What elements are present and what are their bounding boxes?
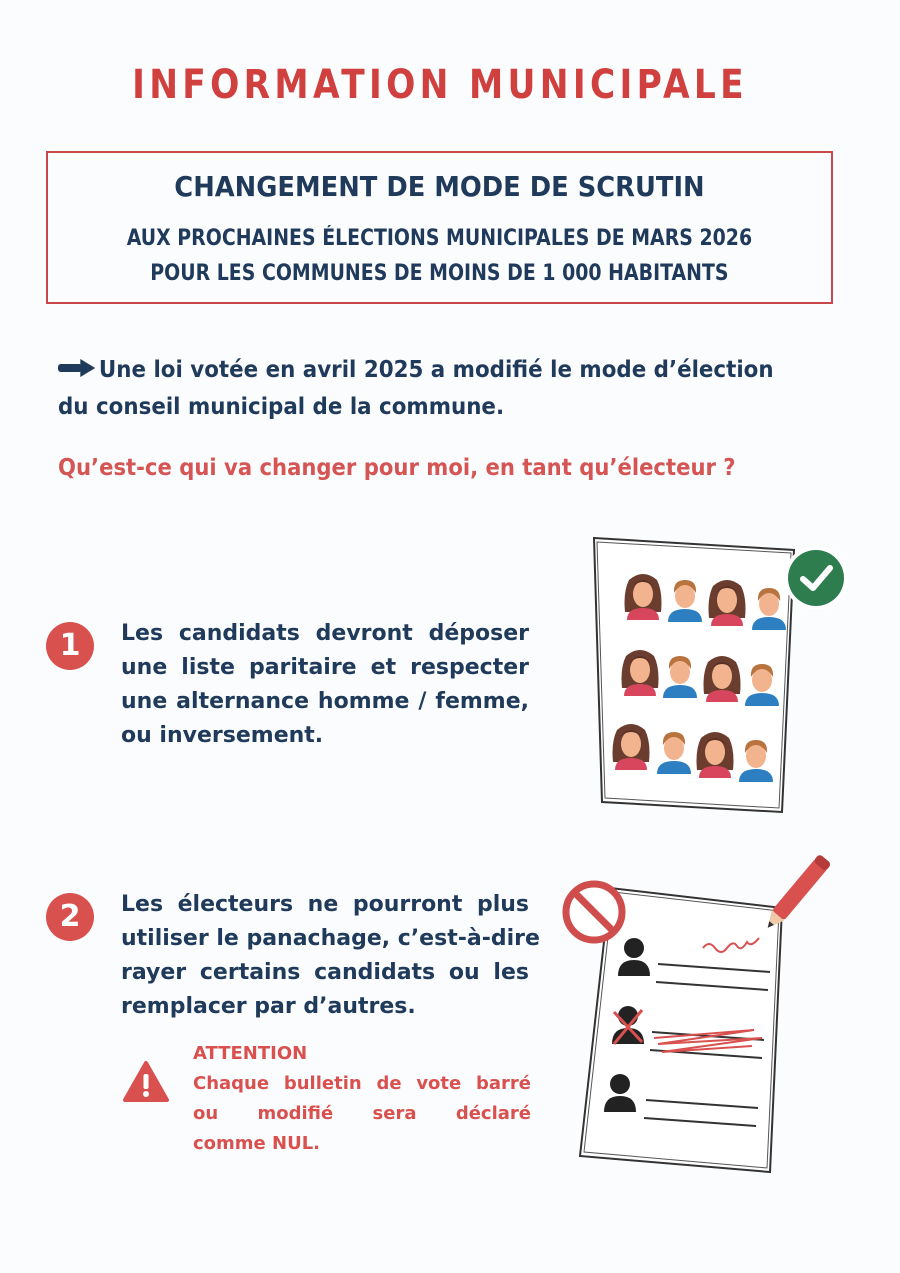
point-2-text [121, 888, 540, 1024]
page-title: INFORMATION MUNICIPALE [132, 62, 748, 108]
point-1-line: une liste paritaire et respecter [121, 655, 529, 680]
attention-line: Chaque bulletin de vote barré [193, 1073, 531, 1094]
headline-subtitle-1: AUX PROCHAINES ÉLECTIONS MUNICIPALES DE MARS 2026 [126, 226, 753, 251]
intro-line-1: Une loi votée en avril 2025 a modifié le mode d’élection [98, 357, 774, 383]
attention-line: comme NUL. [193, 1133, 321, 1154]
attention-block [193, 1039, 531, 1159]
attention-line: ou modifié sera déclaré [193, 1103, 531, 1124]
point-2-line: utiliser le panachage, c’est-à-dire [121, 926, 540, 951]
number-badge-1: 1 [46, 622, 94, 670]
arrow-right-icon [58, 352, 95, 389]
question-heading: Qu’est-ce qui va changer pour moi, en tant qu’électeur ? [58, 455, 736, 481]
point-1-line: une alternance homme / femme, [121, 689, 529, 714]
point-1-line: ou inversement. [121, 723, 324, 748]
headline-title: CHANGEMENT DE MODE DE SCRUTIN [174, 170, 705, 203]
number-badge-2: 2 [46, 893, 94, 941]
attention-title: ATTENTION [193, 1043, 308, 1064]
ballot-crossed-out-icon [558, 852, 838, 1186]
warning-triangle-icon [122, 1060, 170, 1108]
point-2-line: Les électeurs ne pourront plus [121, 892, 529, 917]
intro-line-2: du conseil municipal de la commune. [58, 394, 505, 420]
point-1-line: Les candidats devront déposer [121, 621, 529, 646]
intro-paragraph [58, 352, 848, 426]
ballot-list-check-icon [588, 530, 858, 824]
point-2-line: rayer certains candidats ou les [121, 960, 529, 985]
point-1-text [121, 617, 529, 753]
headline-subtitle-2: POUR LES COMMUNES DE MOINS DE 1 000 HABITANTS [150, 261, 729, 286]
point-2-line: remplacer par d’autres. [121, 994, 416, 1019]
